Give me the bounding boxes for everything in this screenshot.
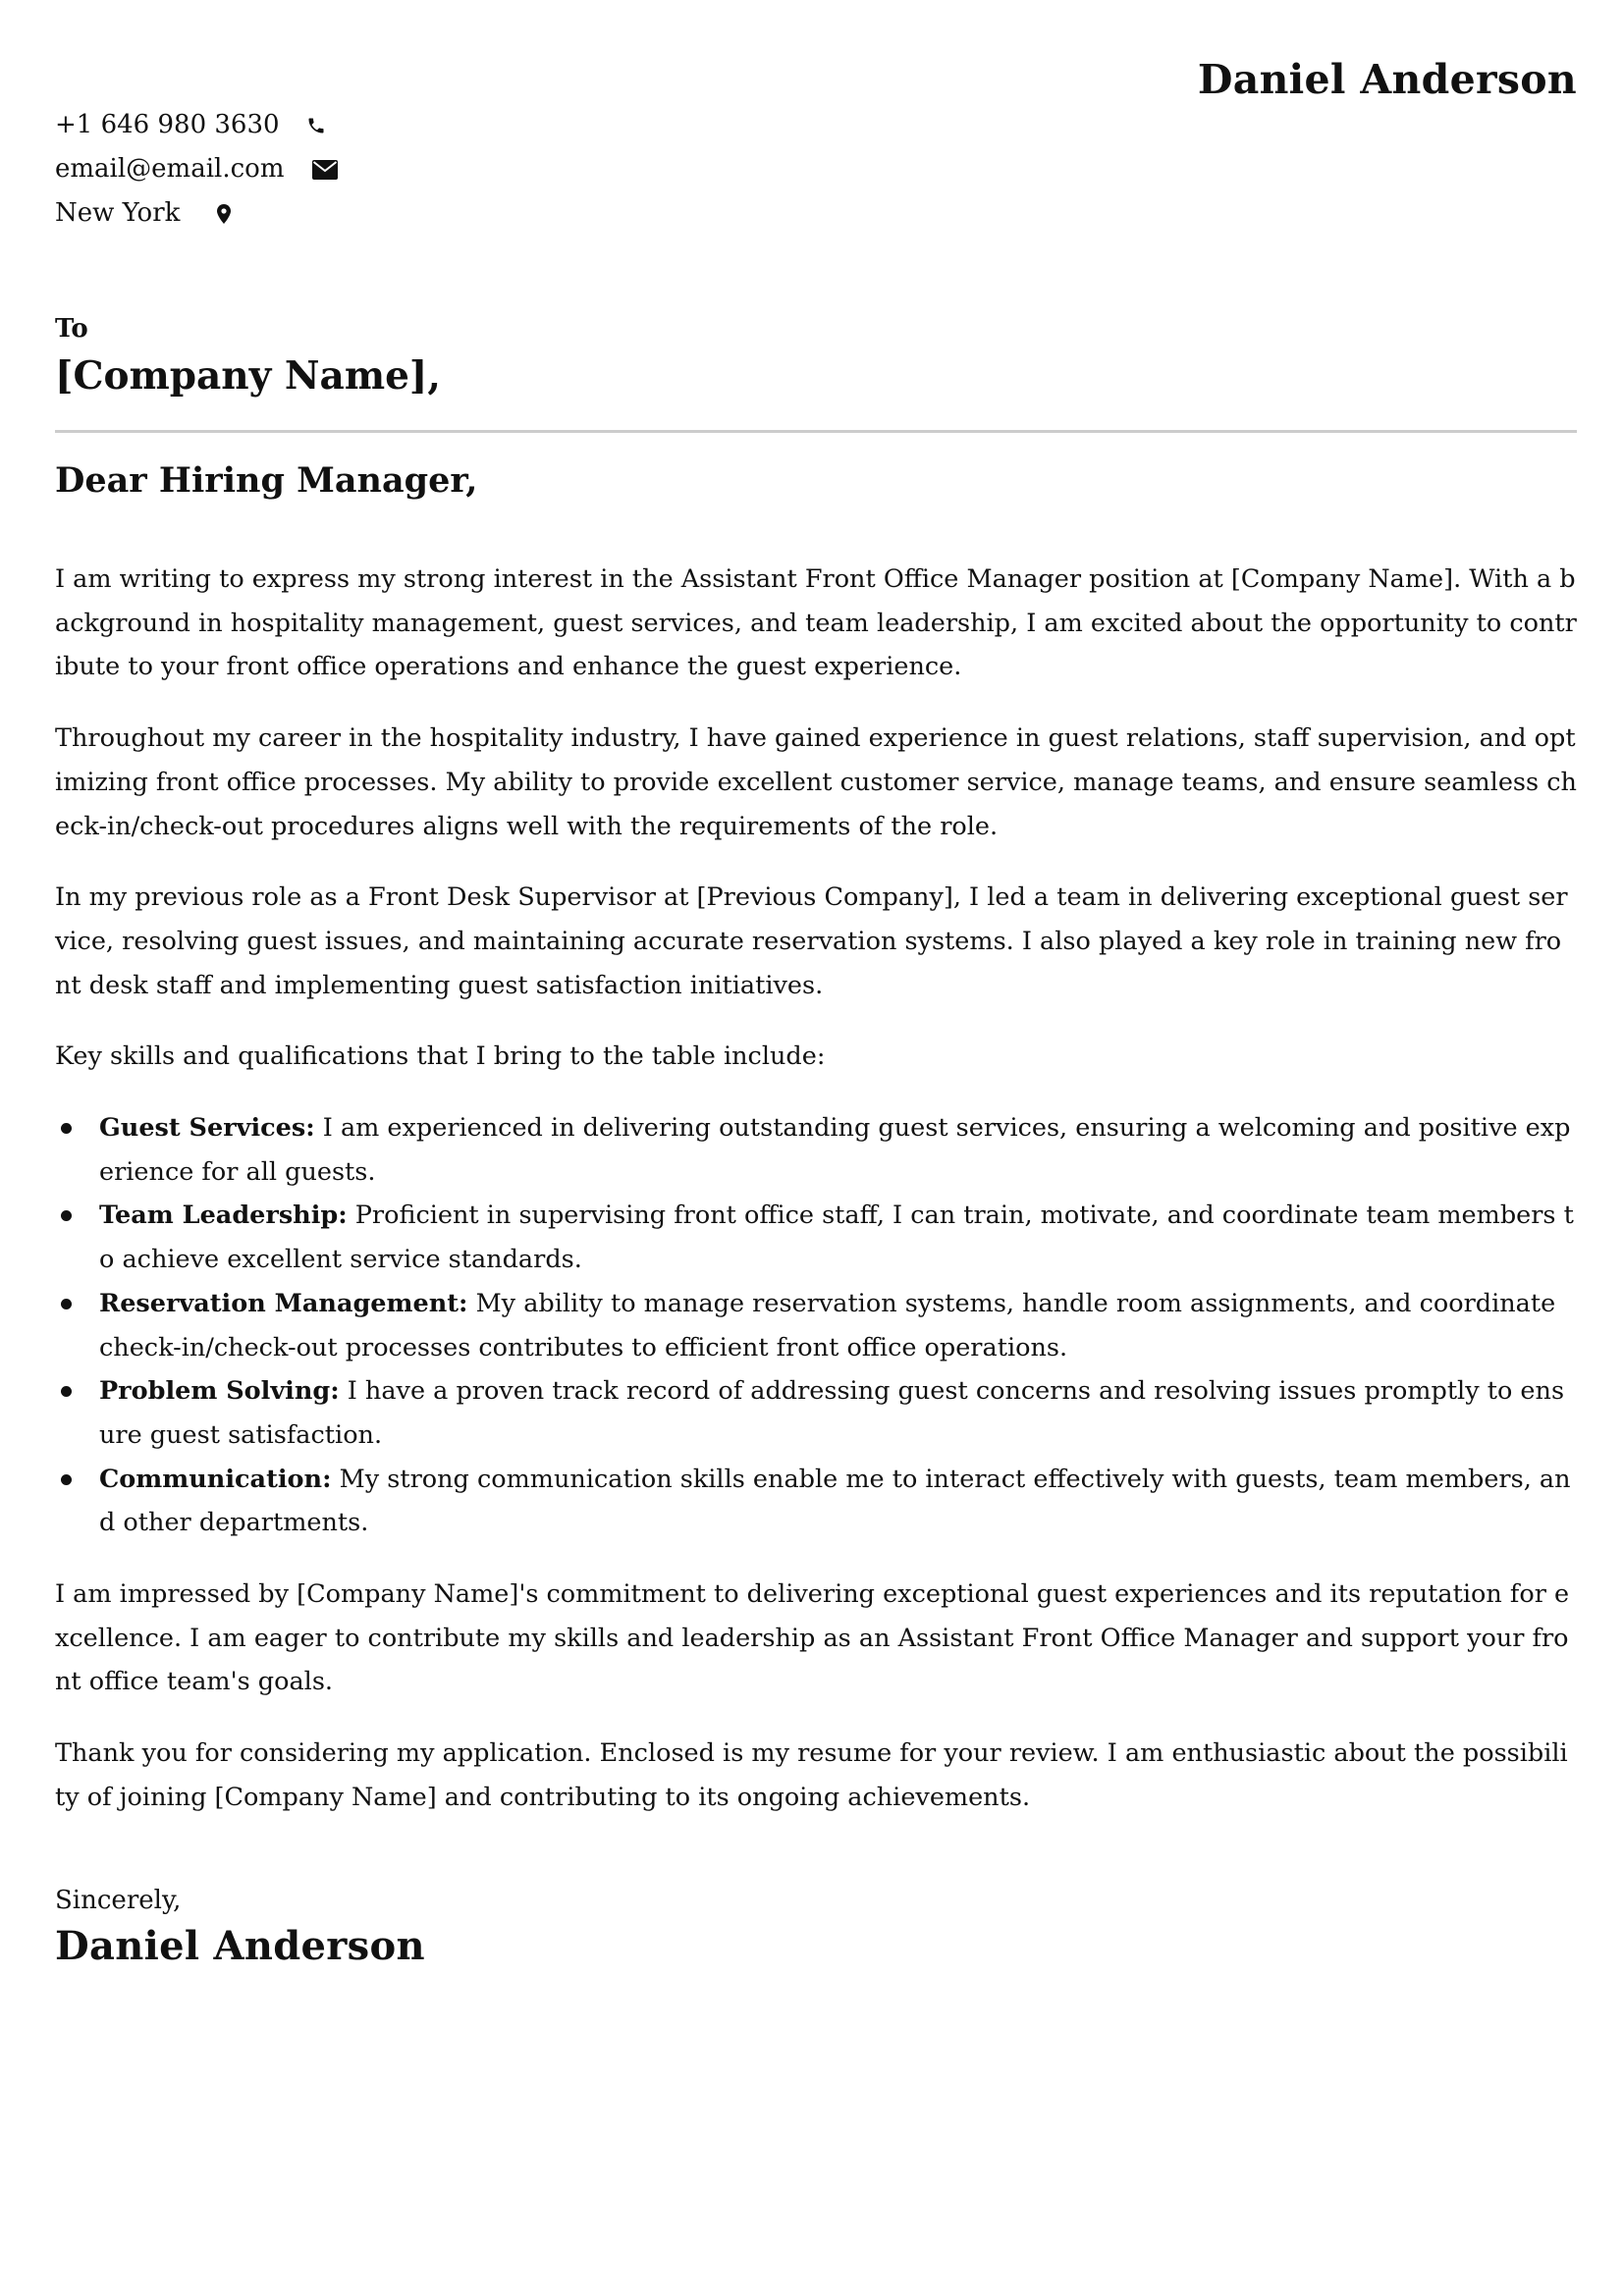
skill-text: My ability to manage reservation systems, handle room assignments, and coordinate check-in/check-out processes contributes to efficient front office operations. xyxy=(99,1288,1556,1362)
skill-text: I am experienced in delivering outstanding guest services, ensuring a welcoming and positive experience for all guests. xyxy=(99,1113,1571,1187)
skill-text: My strong communication skills enable me to interact effectively with guests, team members, and other departments. xyxy=(99,1464,1571,1538)
skill-item xyxy=(55,1282,1577,1369)
contact-block xyxy=(55,103,338,236)
divider xyxy=(55,430,1577,433)
skill-text: I have a proven track record of addressing guest concerns and resolving issues promptly to ensure guest satisfaction. xyxy=(99,1376,1565,1450)
bullet-icon xyxy=(61,1386,72,1397)
paragraph: Thank you for considering my application. Enclosed is my resume for your review. I am enthusiastic about the possibility of joining [Company Name] and contributing to its ongoing achievements. xyxy=(55,1738,1568,1812)
skill-title: Problem Solving: xyxy=(99,1376,340,1407)
paragraph: I am impressed by [Company Name]'s commitment to delivering exceptional guest experiences and its reputation for excellence. I am eager to contribute my skills and leadership as an Assistant Front Office Manager and support your front office team's goals. xyxy=(55,1579,1570,1697)
skill-title: Team Leadership: xyxy=(99,1201,348,1231)
paragraph: I am writing to express my strong interest in the Assistant Front Office Manager position at [Company Name]. With a background in hospitality management, guest services, and team leadership, I am excited about the opportunity to contribute to your front office operations and enhance the guest experience. xyxy=(55,564,1577,682)
contact-location xyxy=(55,191,338,236)
company-name-heading: [Company Name], xyxy=(55,353,441,399)
bullet-icon xyxy=(61,1210,72,1221)
bullet-icon xyxy=(61,1299,72,1309)
paragraph: Throughout my career in the hospitality industry, I have gained experience in guest relations, staff supervision, and optimizing front office processes. My ability to provide excellent customer service, manage teams, and ensure seamless check-in/check-out procedures aligns well with the requirements of the role. xyxy=(55,723,1577,841)
header-name: Daniel Anderson xyxy=(1197,56,1577,103)
to-label: To xyxy=(55,314,88,344)
letter-body xyxy=(55,558,1577,1847)
map-pin-icon xyxy=(216,203,232,225)
bullet-icon xyxy=(61,1474,72,1485)
envelope-icon xyxy=(312,160,338,180)
skill-item xyxy=(55,1369,1577,1457)
paragraph: Key skills and qualifications that I bring to the table include: xyxy=(55,1041,826,1072)
salutation: Dear Hiring Manager, xyxy=(55,460,478,501)
skill-title: Guest Services: xyxy=(99,1113,315,1144)
phone-text: +1 646 980 3630 xyxy=(55,110,280,139)
skills-list xyxy=(55,1106,1577,1545)
skill-title: Communication: xyxy=(99,1464,332,1494)
skill-text: Proficient in supervising front office staff, I can train, motivate, and coordinate team members to achieve excellent service standards. xyxy=(99,1201,1574,1275)
skill-item xyxy=(55,1458,1577,1545)
contact-email xyxy=(55,147,338,191)
paragraph: In my previous role as a Front Desk Supervisor at [Previous Company], I led a team in delivering exceptional guest service, resolving guest issues, and maintaining accurate reservation systems. I also played a key role in training new front desk staff and implementing guest satisfaction initiatives. xyxy=(55,882,1568,1000)
signature-name: Daniel Anderson xyxy=(55,1923,425,1969)
phone-icon xyxy=(306,116,326,135)
sign-off: Sincerely, xyxy=(55,1886,182,1915)
bullet-icon xyxy=(61,1123,72,1134)
skill-item xyxy=(55,1194,1577,1281)
email-text: email@email.com xyxy=(55,154,285,184)
cover-letter-page xyxy=(55,0,1577,2296)
contact-phone xyxy=(55,103,338,147)
location-text: New York xyxy=(55,198,181,228)
skill-title: Reservation Management: xyxy=(99,1288,468,1318)
skill-item xyxy=(55,1106,1577,1194)
